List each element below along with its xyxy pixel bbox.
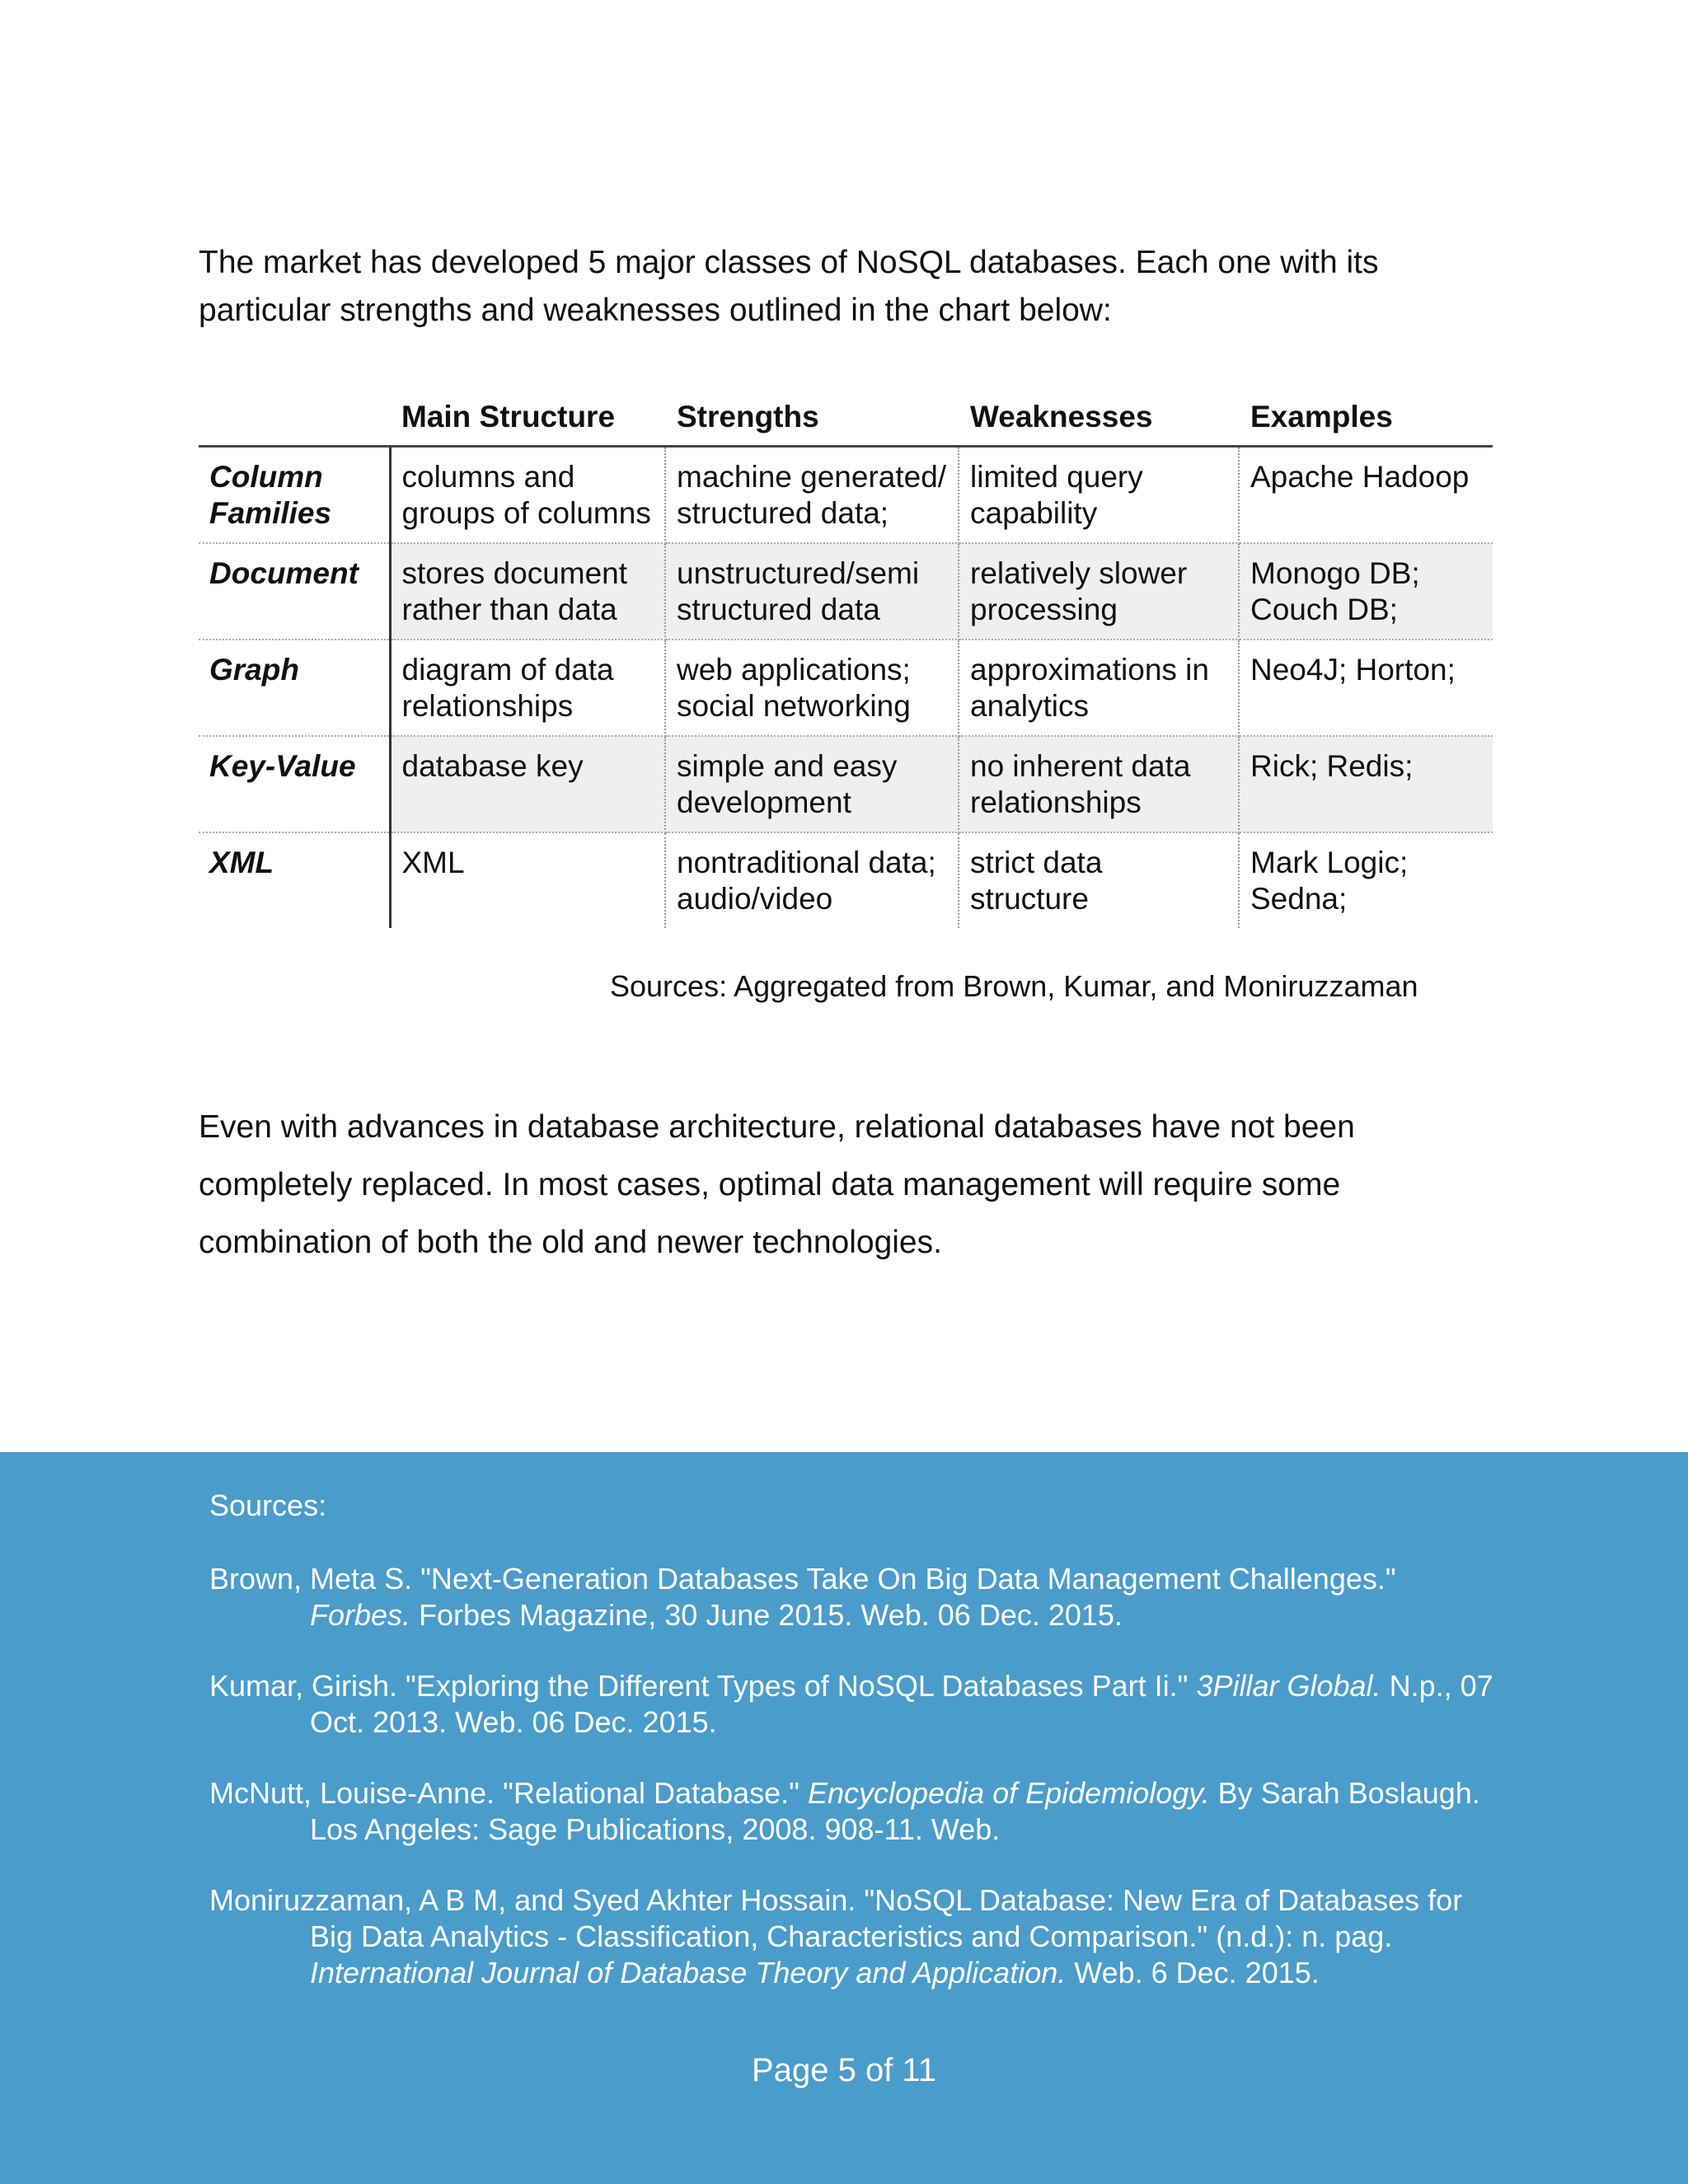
sources-footer (0, 1452, 1688, 2184)
reference-publication: Encyclopedia of Epidemiology. (807, 1776, 1210, 1810)
cell-strengths: simple and easy development (665, 736, 959, 832)
row-label: XML (199, 832, 390, 928)
reference-item (209, 1561, 1495, 1633)
cell-strengths: machine generated/ structured data; (665, 447, 959, 544)
sources-title: Sources: (209, 1488, 327, 1522)
cell-weaknesses: no inherent data relationships (959, 736, 1239, 832)
reference-text: Kumar, Girish. "Exploring the Different Types of NoSQL Databases Part Ii." (209, 1669, 1197, 1703)
cell-strengths: unstructured/semi structured data (665, 543, 959, 640)
header-examples: Examples (1239, 389, 1493, 447)
reference-text: Brown, Meta S. "Next-Generation Databases Take On Big Data Management Challenges." (209, 1562, 1396, 1596)
cell-strengths: nontraditional data; audio/video (665, 832, 959, 928)
row-label: Column Families (199, 447, 390, 544)
table-row (199, 447, 1493, 544)
table-row (199, 543, 1493, 640)
cell-weaknesses: limited query capability (959, 447, 1239, 544)
reference-publication: 3Pillar Global. (1196, 1669, 1381, 1703)
reference-text: McNutt, Louise-Anne. "Relational Database." (209, 1776, 808, 1810)
reference-details: Forbes Magazine, 30 June 2015. Web. 06 Dec. 2015. (410, 1598, 1123, 1632)
cell-strengths: web applications; social networking (665, 640, 959, 736)
cell-structure: columns and groups of columns (390, 447, 665, 544)
reference-item (209, 1882, 1495, 1991)
cell-structure: diagram of data relationships (390, 640, 665, 736)
row-label: Key-Value (199, 736, 390, 832)
cell-weaknesses: approximations in analytics (959, 640, 1239, 736)
reference-item (209, 1775, 1495, 1848)
table-row (199, 640, 1493, 736)
closing-paragraph: Even with advances in database architecture, relational databases have not been completely replaced. In most cases, optimal data management will require some combination of both the old and newer technologies. (199, 1109, 1355, 1260)
table-header-row (199, 389, 1493, 447)
header-weaknesses: Weaknesses (959, 389, 1239, 447)
reference-details: By Sarah Boslaugh. Los Angeles: Sage Publications, 2008. 908-11. Web. (310, 1776, 1480, 1846)
reference-list (209, 1561, 1495, 2026)
table-caption: Sources: Aggregated from Brown, Kumar, and Moniruzzaman (610, 969, 1418, 1003)
cell-weaknesses: relatively slower processing (959, 543, 1239, 640)
table-row (199, 736, 1493, 832)
cell-examples: Apache Hadoop (1239, 447, 1493, 544)
cell-structure: XML (390, 832, 665, 928)
reference-details: N.p., 07 Oct. 2013. Web. 06 Dec. 2015. (310, 1669, 1493, 1739)
reference-text: Moniruzzaman, A B M, and Syed Akhter Hossain. "NoSQL Database: New Era of Databases for Big Data Analytics - Classification, Characteristics and Comparison." (n.d.): n. pag. (209, 1883, 1463, 1953)
reference-publication: International Journal of Database Theory and Application. (310, 1956, 1067, 1990)
cell-structure: database key (390, 736, 665, 832)
header-strengths: Strengths (665, 389, 959, 447)
intro-paragraph: The market has developed 5 major classes of NoSQL databases. Each one with its particular strengths and weaknesses outlined in the chart below: (199, 245, 1379, 328)
row-label: Document (199, 543, 390, 640)
nosql-comparison-table (199, 389, 1493, 928)
row-label: Graph (199, 640, 390, 736)
reference-publication: Forbes. (310, 1598, 411, 1632)
table-row (199, 832, 1493, 928)
cell-examples: Neo4J; Horton; (1239, 640, 1493, 736)
cell-examples: Mark Logic; Sedna; (1250, 846, 1409, 916)
header-main-structure: Main Structure (390, 389, 665, 447)
cell-weaknesses: strict data structure (959, 832, 1239, 928)
reference-details: Web. 6 Dec. 2015. (1066, 1956, 1320, 1990)
reference-item (209, 1668, 1495, 1741)
header-cell-empty (199, 389, 390, 447)
cell-examples: Monogo DB; Couch DB; (1239, 543, 1493, 640)
page-number: Page 5 of 11 (752, 2052, 936, 2088)
cell-structure: stores document rather than data (390, 543, 665, 640)
cell-examples: Rick; Redis; (1239, 736, 1493, 832)
